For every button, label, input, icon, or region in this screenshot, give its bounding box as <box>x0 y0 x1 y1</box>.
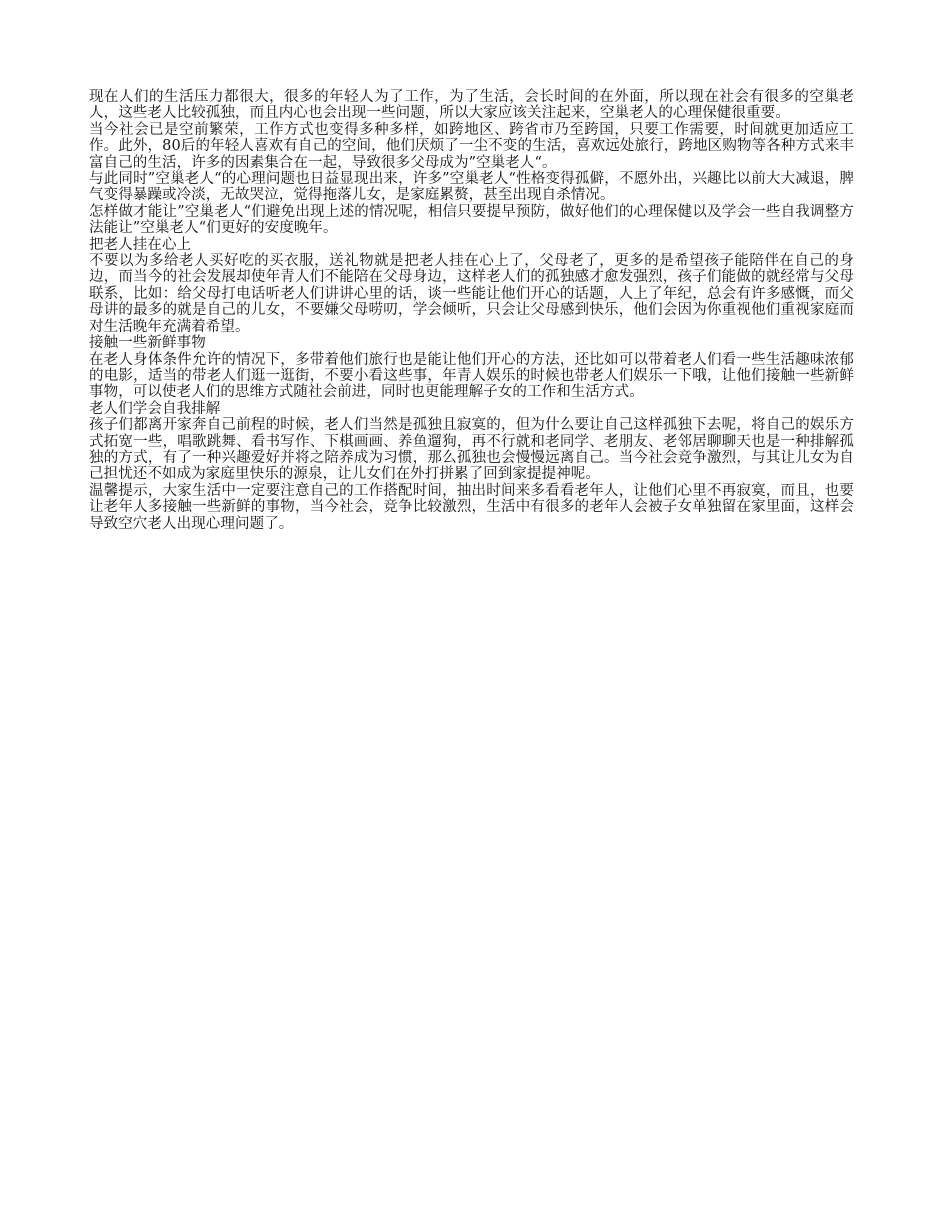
question-paragraph: 怎样做才能让”空巢老人“们避免出现上述的情况呢，相信只要提早预防，做好他们的心理保健以及学会一些自我调整方法能让”空巢老人“们更好的安度晚年。 <box>89 203 854 237</box>
care-paragraph: 不要以为多给老人买好吃的买衣服，送礼物就是把老人挂在心上了，父母老了，更多的是希望孩子能陪伴在自己的身边，而当今的社会发展却使年青人们不能陪在父母身边，这样老人们的孤独感才愈发强烈，孩子们能做的就经常与父母联系，比如：给父母打电话听老人们讲讲心里的话，谈一些能让他们开心的话题，人上了年纪，总会有许多感慨，而父母讲的最多的就是自己的儿女，不要嫌父母唠叨，学会倾听，只会让父母感到快乐，他们会因为你重视他们重视家庭而对生活晚年充满着希望。 <box>89 253 854 335</box>
section-heading-self-relief: 老人们学会自我排解 <box>89 400 221 417</box>
self-relief-paragraph: 孩子们都离开家奔自己前程的时候，老人们当然是孤独且寂寞的，但为什么要让自己这样孤独下去呢，将自己的娱乐方式拓宽一些，唱歌跳舞、看书写作、下棋画画、养鱼遛狗，再不行就和老同学、老朋友、老邻居聊聊天也是一种排解孤独的方式，有了一种兴趣爱好并将之陪养成为习惯，那么孤独也会慢慢远离自己。当今社会竞争激烈，与其让儿女为自己担忧还不如成为家庭里快乐的源泉，让儿女们在外打拼累了回到家提提神呢。 <box>89 417 854 483</box>
intro-paragraph: 现在人们的生活压力都很大，很多的年轻人为了工作，为了生活，会长时间的在外面，所以现在社会有很多的空巢老人，这些老人比较孤独，而且内心也会出现一些问题，所以大家应该关注起来，空巢老人的心理保健很重要。 <box>89 89 854 122</box>
context-paragraph: 当今社会已是空前繁荣，工作方式也变得多种多样，如跨地区、跨省市乃至跨国，只要工作需要，时间就更加适应工作。此外，80后的年轻人喜欢有自己的空间，他们厌烦了一尘不变的生活，喜欢远处旅行，跨地区购物等各种方式来丰富自己的生活，许多的因素集合在一起，导致很多父母成为”空巢老人“。 <box>89 121 854 171</box>
article-body <box>89 89 854 532</box>
tip-paragraph: 温馨提示，大家生活中一定要注意自己的工作搭配时间，抽出时间来多看看老年人，让他们心里不再寂寞，而且，也要让老年人多接触一些新鲜的事物，当今社会，竞争比较激烈，生活中有很多的老年人会被子女单独留在家里面，这样会导致空穴老人出现心理问题了。 <box>89 482 854 532</box>
new-things-paragraph: 在老人身体条件允许的情况下，多带着他们旅行也是能让他们开心的方法，还比如可以带着老人们看一些生活趣味浓郁的电影，适当的带老人们逛一逛街，不要小看这些事，年青人娱乐的时候也带老人们娱乐一下哦，让他们接触一些新鲜事物，可以使老人们的思维方式随社会前进，同时也更能理解子女的工作和生活方式。 <box>89 351 854 401</box>
section-heading-care: 把老人挂在心上 <box>89 236 192 253</box>
section-heading-new-things: 接触一些新鲜事物 <box>89 335 206 352</box>
problem-paragraph: 与此同时”空巢老人“的心理问题也日益显现出来，许多”空巢老人“性格变得孤僻，不愿外出，兴趣比以前大大减退，脾气变得暴躁或冷淡，无故哭泣，觉得拖落儿女，是家庭累赘，甚至出现自杀情况。 <box>89 171 854 204</box>
